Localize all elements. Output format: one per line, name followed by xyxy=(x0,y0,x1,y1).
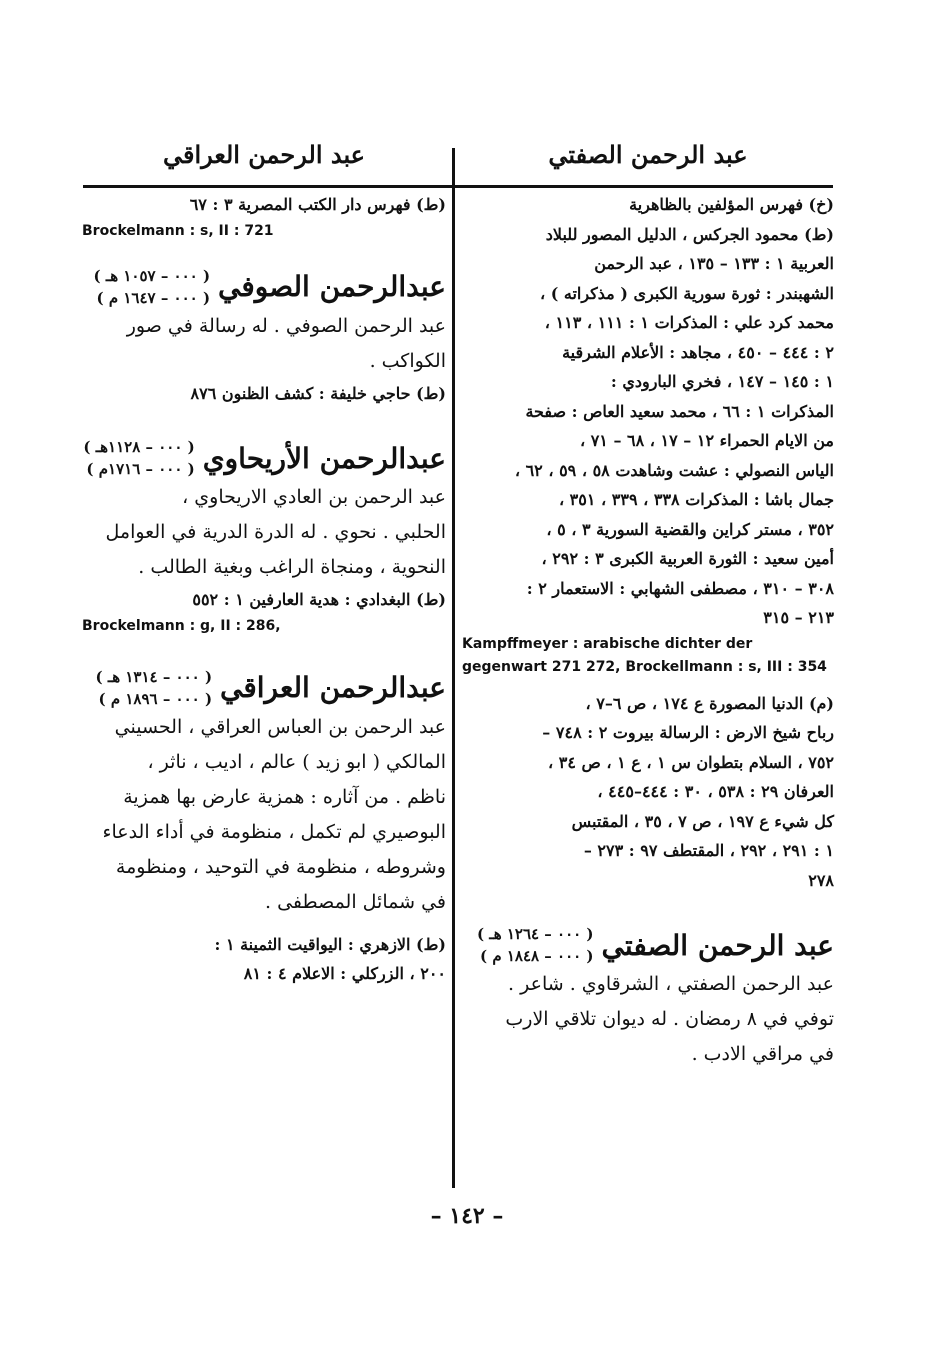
periodical-line: ٧٥٢ ، السلام بتطوان س ١ ، ع ١ ، ص ٣٤ ، xyxy=(548,752,834,772)
entry-name: عبد الرحمن الصفتي xyxy=(601,928,834,962)
entry-body-line: الكواكب . xyxy=(369,349,446,372)
source-line: جمال باشا : المذكرات ٣٣٨ ، ٣٣٩ ، ٣٥١ ، xyxy=(558,490,834,509)
source-line: الياس النصولي : عشت وشاهدت ٥٨ ، ٥٩ ، ٦٢ ، xyxy=(514,460,834,480)
right-column-title: عبد الرحمن الصفتي xyxy=(548,140,748,169)
entry-body-line: المالكي ( ابو زيد ) عالم ، اديب ، ناثر ، xyxy=(147,750,446,773)
left-column xyxy=(82,190,446,989)
dates-gregorian: ( ٠٠٠ – ١٦٤٧ م ) xyxy=(96,288,211,307)
source-line: محمد كرد علي : المذكرات ١ : ١١١ ، ١١٣ ، xyxy=(544,313,834,332)
entry-heading-sufi xyxy=(82,265,446,309)
entry-heading-safti xyxy=(462,923,834,967)
left-column-title: عبد الرحمن العراقي xyxy=(162,140,366,169)
right-sources xyxy=(462,190,834,633)
source-line: أمين سعيد : الثورة العربية الكبرى ٣ : ٢٩٢ ، xyxy=(541,549,834,568)
source-line: المذكرات ١ : ٦٦ ، محمد سعيد العاص : صفحة xyxy=(525,401,834,421)
source-line: الشهبندر : ثورة سورية الكبرى ( مذكراته ) ، xyxy=(539,283,834,303)
dates-gregorian: ( ٠٠٠ – ١٨٤٨ م ) xyxy=(480,947,594,965)
periodical-line: كل شيء ع ١٩٧ ، ص ٧ ، ٣٥ ، المقتبس xyxy=(571,811,834,831)
header-rule xyxy=(83,185,833,188)
right-periodicals xyxy=(462,689,834,896)
entry-body-line: عبد الرحمن الصوفي . له رسالة في صور xyxy=(126,314,446,337)
top-reference-latin: Brockelmann : s, II : 721 xyxy=(82,222,274,239)
source-line: ٢ : ٤٤٤ – ٤٥٠ ، مجاهد : الأعلام الشرقية xyxy=(562,342,834,362)
dates-gregorian: ( ٠٠٠ – ١٧١٦م ) xyxy=(86,460,195,478)
dates-hijri: ( ٠٠٠ – ١٣١٤ هـ ) xyxy=(95,667,213,686)
entry-dates xyxy=(83,436,194,480)
periodical-line: رباح شيخ الارض : الرسالة بيروت ٢ : ٧٤٨ – xyxy=(542,723,834,742)
entry-dates xyxy=(96,666,213,710)
entry-body-line: توفي في ٨ رمضان . له ديوان تلاقي الارب xyxy=(505,1008,834,1030)
top-reference: (ط) فهرس دار الكتب المصرية ٣ : ٦٧ xyxy=(189,195,446,214)
source-line: ٣٥٢ ، مستر كراين والقضية السورية ٣ ، ٥ ، xyxy=(546,519,834,539)
source-line: من الايام الحمراء ١٢ – ١٧ ، ٦٨ – ٧١ ، xyxy=(579,431,834,450)
dates-hijri: ( ٠٠٠ – ١٠٥٧ هـ ) xyxy=(93,266,211,285)
periodical-line: ٢٧٨ xyxy=(808,870,834,890)
source-line: ٣٠٨ – ٣١٠ ، مصطفى الشهابي : الاستعمار ٢ : xyxy=(526,578,834,598)
latin-reference: Kampffmeyer : arabische dichter der gegenwart 271 272, Brockellmann : s, III : 354 xyxy=(462,635,827,675)
entry-heading-arihawi xyxy=(82,436,446,480)
dates-gregorian: ( ٠٠٠ – ١٨٩٦ م ) xyxy=(98,689,213,708)
entry-name: عبدالرحمن الأريحاوي xyxy=(202,441,446,475)
entry-body-line: الحلبي . نحوي . له الدرة الدرية في العوامل xyxy=(105,521,446,543)
periodical-line: (م) الدنيا المصورة ع ١٧٤ ، ص ٦–٧ ، xyxy=(585,693,834,713)
entry-reference: (ط) حاجي خليفة : كشف الظنون ٨٧٦ xyxy=(190,383,446,403)
periodical-line: العرفان ٢٩ : ٥٣٨ ، ٣٠ : ٤٤٤–٤٤٥ ، xyxy=(597,782,834,801)
entry-body-line: عبد الرحمن بن العادي الاريحاوي ، xyxy=(182,486,446,508)
entry-heading-iraqi xyxy=(82,666,446,710)
entry-reference: ٢٠٠ ، الزركلي : الاعلام ٤ : ٨١ xyxy=(243,964,446,983)
column-divider xyxy=(452,148,455,1188)
entry-body-line: البوصيري لم تكمل ، منظومة في أداء الدعاء xyxy=(102,820,446,843)
entry-reference-latin: Brockelmann : g, II : 286, xyxy=(82,617,281,634)
entry-body-line: عبد الرحمن بن العباس العراقي ، الحسيني xyxy=(114,715,446,738)
entry-reference: (ط) البغدادي : هدية العارفين ١ : ٥٥٢ xyxy=(192,590,446,609)
entry-body-line: في مراقي الادب . xyxy=(691,1043,834,1065)
entry-name: عبدالرحمن الصوفي xyxy=(218,270,446,303)
entry-body-line: ناظم . من آثاره : همزية عارض بها همزية xyxy=(123,785,446,808)
entry-name: عبدالرحمن العراقي xyxy=(220,671,446,704)
entry-body-line: عبد الرحمن الصفتي ، الشرقاوي . شاعر . xyxy=(508,973,834,995)
page-number: – ١٤٢ – xyxy=(430,1203,504,1229)
entry-dates xyxy=(94,265,211,309)
periodical-line: ١ : ٢٩١ ، ٢٩٢ ، المقتطف ٩٧ : ٢٧٣ – xyxy=(583,841,834,860)
entry-body-line: في شمائل المصطفى . xyxy=(264,890,446,913)
source-line: (خ) فهرس المؤلفين بالظاهرية xyxy=(629,195,834,214)
source-line: ١ : ١٤٥ – ١٤٧ ، فخري البارودي : xyxy=(610,372,834,391)
source-line: ٢١٣ – ٣١٥ xyxy=(763,608,834,627)
dates-hijri: ( ٠٠٠ – ١٢٦٤ هـ ) xyxy=(476,925,594,943)
entry-body-line: وشروطه ، منظومة في التوحيد ، ومنظومة xyxy=(115,855,446,878)
right-column xyxy=(462,190,834,1072)
dates-hijri: ( ٠٠٠ – ١١٢٨هـ ) xyxy=(83,438,195,456)
entry-dates xyxy=(477,923,594,967)
source-line: (ط) محمود الجركس ، الدليل المصور للبلاد xyxy=(545,224,834,244)
source-line: العربية ١ : ١٣٣ – ١٣٥ ، عبد الرحمن xyxy=(594,254,834,273)
entry-body-line: النحوية ، ومنجاة الراغب وبغية الطالب . xyxy=(138,556,446,578)
entry-reference: (ط) الازهري : اليواقيت الثمينة ١ : xyxy=(214,934,446,954)
